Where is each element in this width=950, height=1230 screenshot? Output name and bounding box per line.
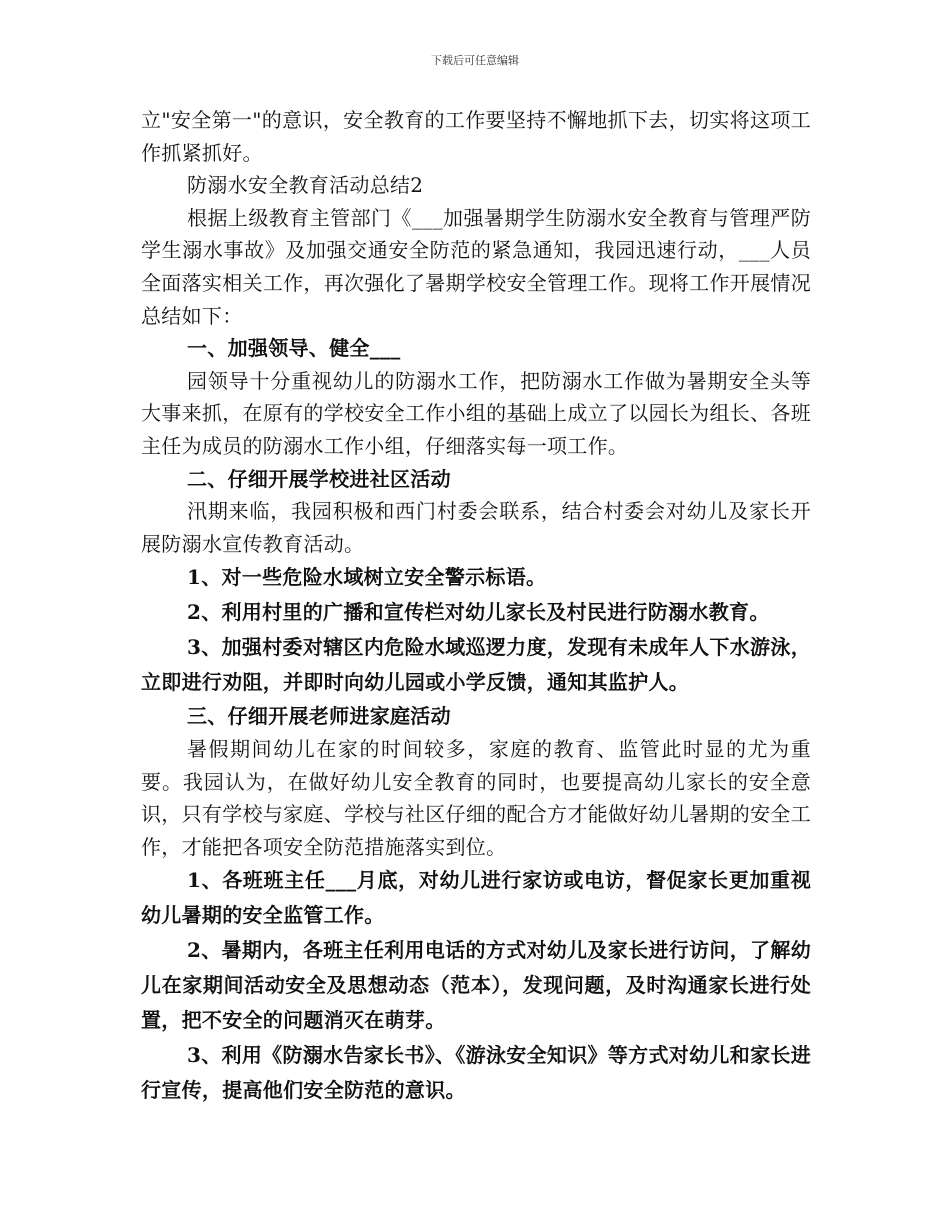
page-header: 下载后可任意编辑 [431, 54, 519, 67]
paragraph-continued: 立"安全第一"的意识，安全教育的工作要坚持不懈地抓下去，切实将这项工作抓紧抓好。 [141, 108, 811, 165]
section-title: 防溺水安全教育活动总结2 [187, 173, 424, 198]
list-item-3-3: 3、利用《防溺水告家长书》、《游泳安全知识》等方式对幼儿和家长进行宣传，提高他们安全防范的意识。 [141, 1043, 811, 1103]
list-item-2-2: 2、利用村里的广播和宣传栏对幼儿家长及村民进行防溺水教育。 [187, 600, 770, 625]
list-item-2-3: 3、加强村委对辖区内危险水域巡逻力度，发现有未成年人下水游泳，立即进行劝阻，并即时向幼儿园或小学反馈，通知其监护人。 [141, 635, 811, 695]
paragraph-intro: 根据上级教育主管部门《___加强暑期学生防溺水安全教育与管理严防学生溺水事故》及加强交通安全防范的紧急通知，我园迅速行动，___人员全面落实相关工作，再次强化了暑期学校安全管理工作。现将工作开展情况总结如下： [141, 205, 811, 328]
list-item-3-2: 2、暑期内，各班主任利用电话的方式对幼儿及家长进行访问，了解幼儿在家期间活动安全及思想动态（范本），发现问题，及时沟通家长进行处置，把不安全的问题消灭在萌芽。 [141, 938, 811, 1033]
paragraph-3: 暑假期间幼儿在家的时间较多，家庭的教育、监管此时显的尤为重要。我园认为，在做好幼儿安全教育的同时，也要提高幼儿家长的安全意识，只有学校与家庭、学校与社区仔细的配合方才能做好幼儿暑期的安全工作，才能把各项安全防范措施落实到位。 [141, 736, 811, 859]
list-item-2-1: 1、对一些危险水域树立安全警示标语。 [187, 565, 547, 590]
heading-3: 三、仔细开展老师进家庭活动 [187, 704, 451, 729]
heading-2: 二、仔细开展学校进社区活动 [187, 466, 451, 491]
list-item-3-1: 1、各班班主任___月底，对幼儿进行家访或电访，督促家长更加重视幼儿暑期的安全监管工作。 [141, 868, 811, 928]
document-body [141, 104, 811, 1108]
paragraph-1: 园领导十分重视幼儿的防溺水工作，把防溺水工作做为暑期安全头等大事来抓，在原有的学校安全工作小组的基础上成立了以园长为组长、各班主任为成员的防溺水工作小组，仔细落实每一项工作。 [141, 368, 811, 458]
paragraph-2: 汛期来临，我园积极和西门村委会联系，结合村委会对幼儿及家长开展防溺水宣传教育活动。 [141, 499, 811, 556]
heading-1: 一、加强领导、健全___ [187, 336, 401, 361]
